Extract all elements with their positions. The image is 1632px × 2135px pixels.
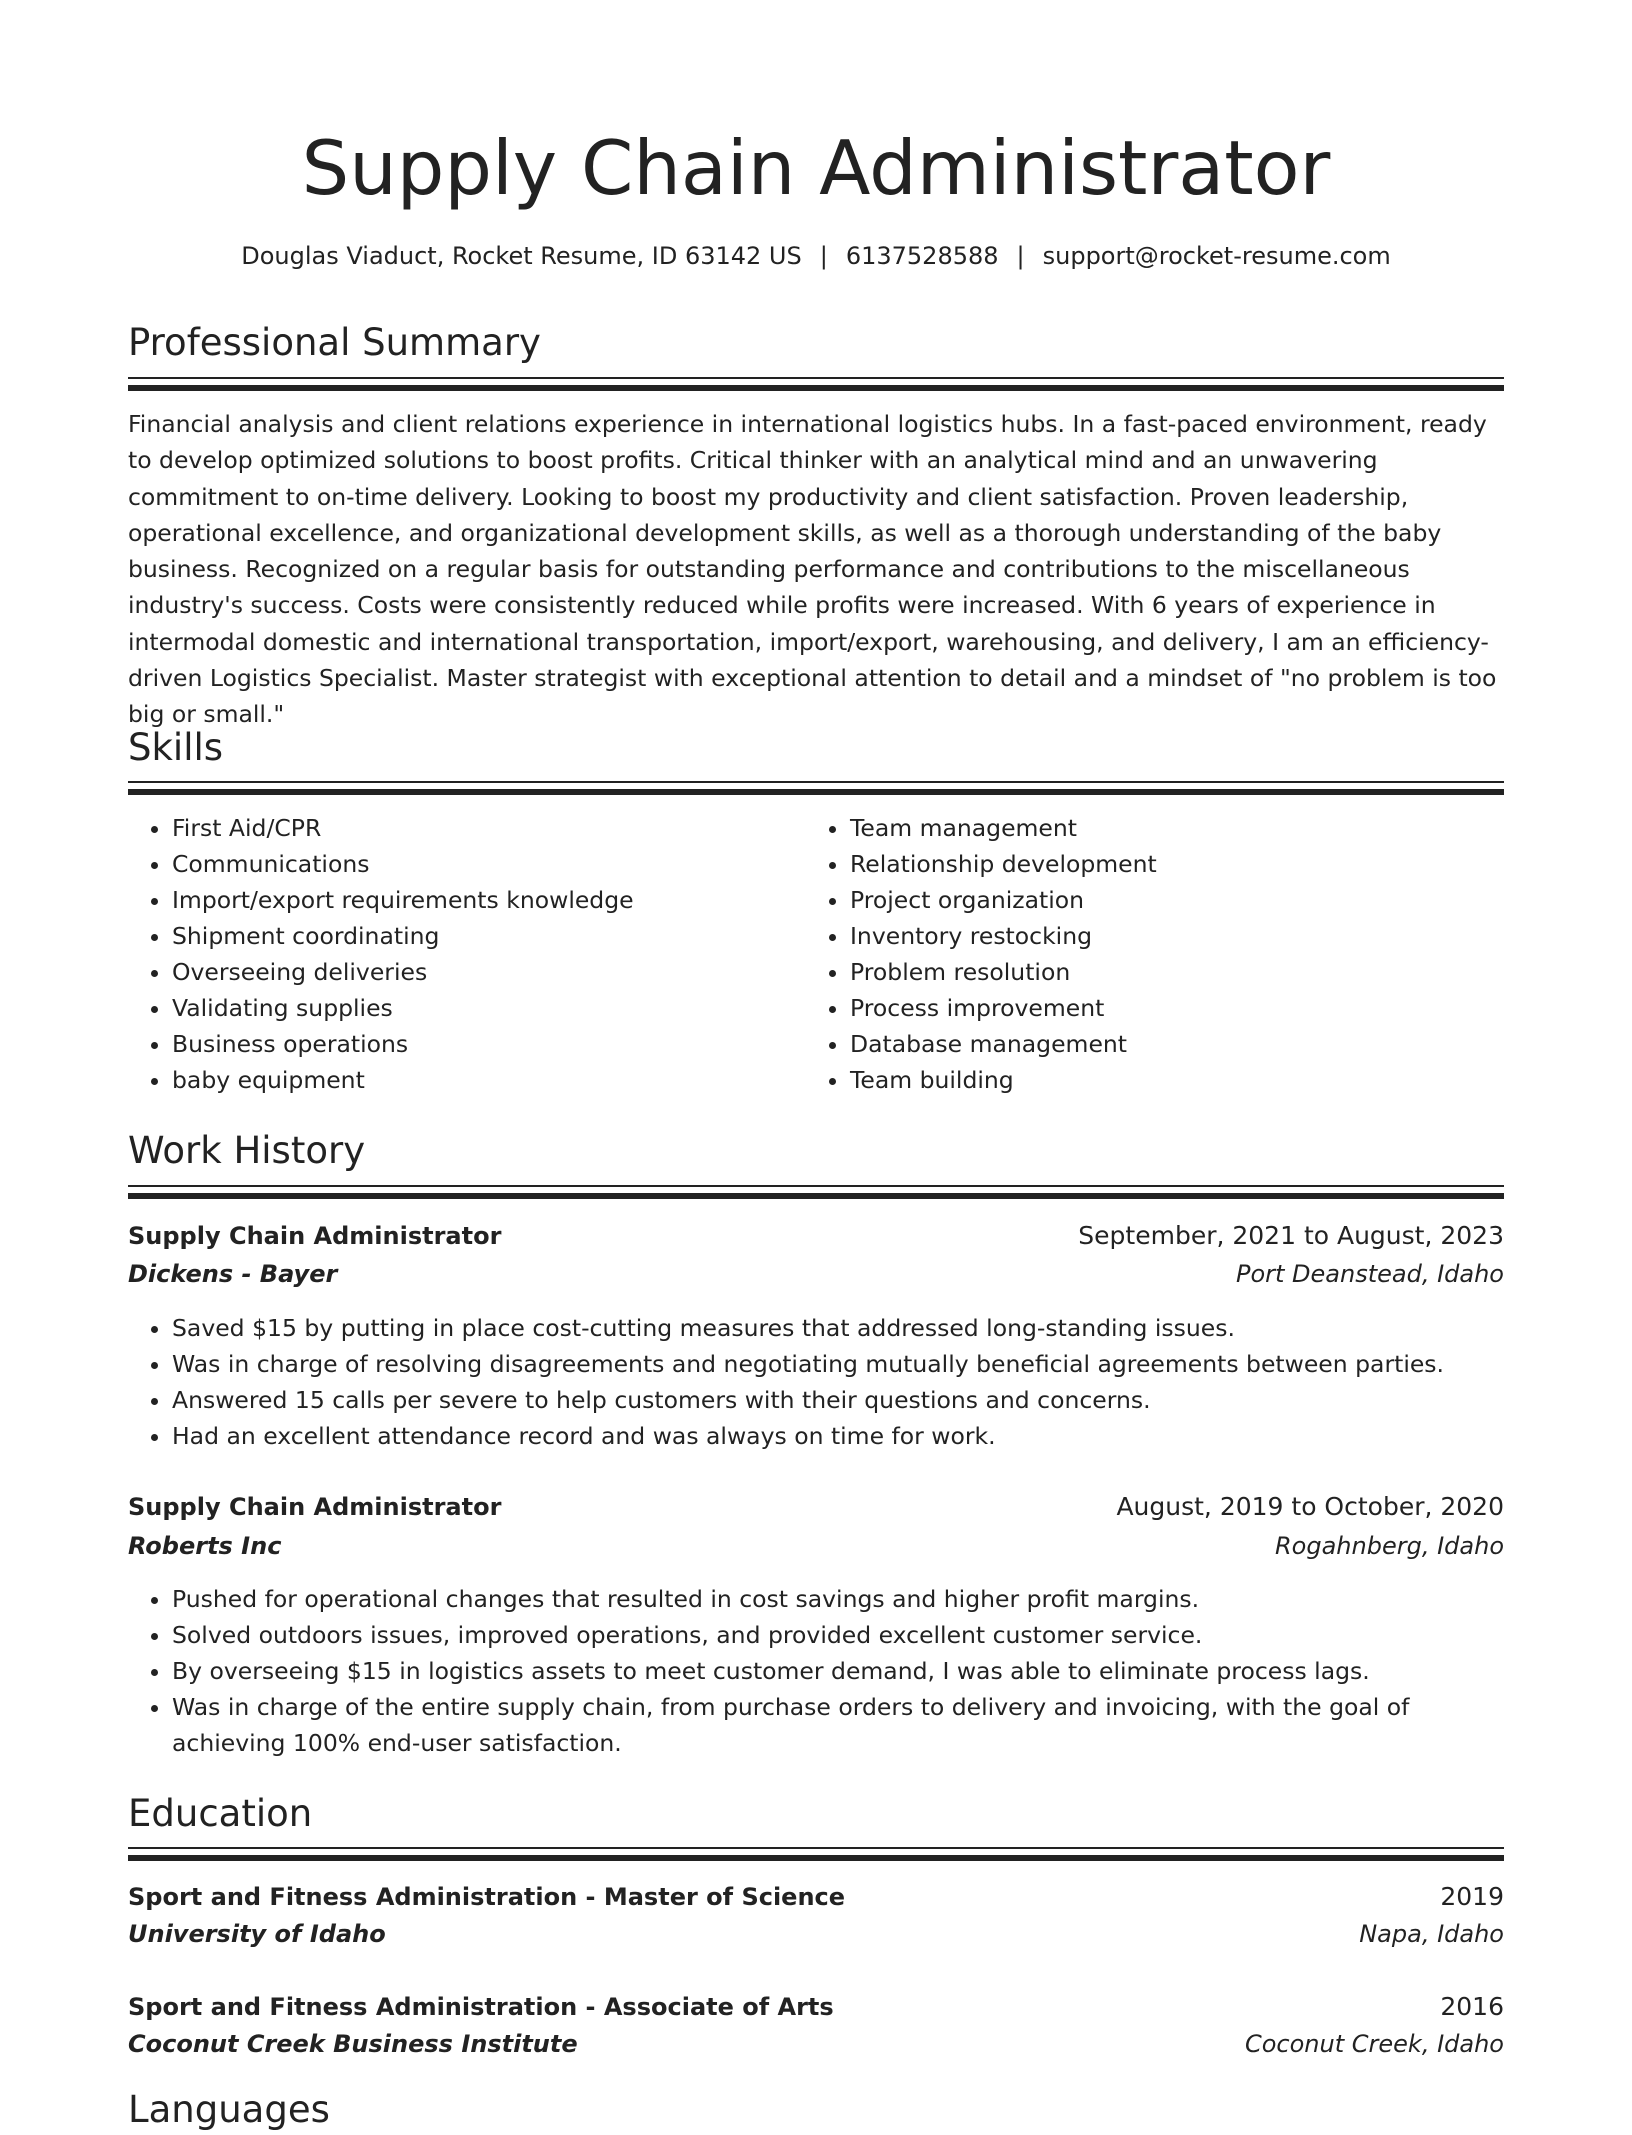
skill-item: • Communications bbox=[172, 846, 788, 882]
contact-line bbox=[128, 238, 1504, 274]
skill-item: • First Aid/CPR bbox=[172, 810, 788, 846]
section-heading-work: Work History bbox=[128, 1129, 366, 1172]
skills-left-column bbox=[128, 810, 788, 1098]
education-location: Napa, Idaho bbox=[1359, 1920, 1504, 1948]
job-title: Supply Chain Administrator bbox=[128, 1222, 502, 1250]
job-header bbox=[128, 1489, 1504, 1525]
section-divider bbox=[128, 377, 1504, 392]
skill-item: • Process improvement bbox=[850, 990, 1504, 1026]
contact-separator: | bbox=[819, 242, 828, 270]
skill-item: • Relationship development bbox=[850, 846, 1504, 882]
contact-phone: 6137528588 bbox=[845, 242, 999, 270]
contact-email: support@rocket-resume.com bbox=[1042, 242, 1391, 270]
section-heading-education: Education bbox=[128, 1792, 313, 1835]
job-bullet: • Was in charge of the entire supply chain, from purchase orders to delivery and invoicing, with the goal of achieving 100% end-user satisfaction. bbox=[172, 1689, 1504, 1761]
job-location: Port Deanstead, Idaho bbox=[1235, 1260, 1504, 1288]
education-degree: Sport and Fitness Administration - Associate of Arts bbox=[128, 1993, 834, 2021]
education-subheader bbox=[128, 2026, 1504, 2062]
job-bullets bbox=[128, 1581, 1504, 1761]
section-divider bbox=[128, 1847, 1504, 1862]
skills-right-column bbox=[806, 810, 1504, 1098]
skill-item: • Team building bbox=[850, 1062, 1504, 1098]
education-school: University of Idaho bbox=[128, 1920, 386, 1948]
section-heading-skills: Skills bbox=[128, 726, 224, 769]
job-location: Rogahnberg, Idaho bbox=[1275, 1532, 1504, 1560]
job-company: Dickens - Bayer bbox=[128, 1260, 338, 1288]
job-bullet: • Had an excellent attendance record and was always on time for work. bbox=[172, 1418, 1504, 1454]
skill-item: • baby equipment bbox=[172, 1062, 788, 1098]
job-subheader bbox=[128, 1256, 1504, 1292]
job-bullet: • Was in charge of resolving disagreements and negotiating mutually beneficial agreements between parties. bbox=[172, 1346, 1504, 1382]
section-divider bbox=[128, 781, 1504, 796]
job-bullet: • Pushed for operational changes that resulted in cost savings and higher profit margins. bbox=[172, 1581, 1504, 1617]
section-heading-summary: Professional Summary bbox=[128, 321, 541, 364]
skill-item: • Overseeing deliveries bbox=[172, 954, 788, 990]
job-bullet: • Saved $15 by putting in place cost-cutting measures that addressed long-standing issues. bbox=[172, 1310, 1504, 1346]
job-dates: August, 2019 to October, 2020 bbox=[1116, 1492, 1504, 1521]
summary-text: Financial analysis and client relations experience in international logistics hubs. In a fast-paced environment, ready to develop optimized solutions to boost profits. Critical thinker with an analytical mind and an unwavering commitment to on-time delivery. Looking to boost my productivity and client satisfaction. Proven leadership, operational excellence, and organizational development skills, as well as a thorough understanding of the baby business. Recognized on a regular basis for outstanding performance and contributions to the miscellaneous industry's success. Costs were consistently reduced while profits were increased. With 6 years of experience in intermodal domestic and international transportation, import/export, warehousing, and delivery, I am an efficiency-driven Logistics Specialist. Master strategist with exceptional attention to detail and a mindset of "no problem is too big or small." bbox=[128, 410, 1497, 729]
section-heading-languages: Languages bbox=[128, 2088, 330, 2131]
education-header bbox=[128, 1879, 1504, 1915]
education-location: Coconut Creek, Idaho bbox=[1244, 2030, 1504, 2058]
education-subheader bbox=[128, 1916, 1504, 1952]
skill-item: • Problem resolution bbox=[850, 954, 1504, 990]
job-bullet: • Solved outdoors issues, improved operations, and provided excellent customer service. bbox=[172, 1617, 1504, 1653]
skill-item: • Validating supplies bbox=[172, 990, 788, 1026]
job-bullet: • Answered 15 calls per severe to help customers with their questions and concerns. bbox=[172, 1382, 1504, 1418]
skill-item: • Team management bbox=[850, 810, 1504, 846]
section-divider bbox=[128, 1185, 1504, 1200]
skill-item: • Database management bbox=[850, 1026, 1504, 1062]
job-bullet: • By overseeing $15 in logistics assets to meet customer demand, I was able to eliminate process lags. bbox=[172, 1653, 1504, 1689]
page-title: Supply Chain Administrator bbox=[301, 124, 1331, 212]
education-degree: Sport and Fitness Administration - Master of Science bbox=[128, 1883, 846, 1911]
job-header bbox=[128, 1218, 1504, 1254]
skill-item: • Shipment coordinating bbox=[172, 918, 788, 954]
skill-item: • Inventory restocking bbox=[850, 918, 1504, 954]
education-school: Coconut Creek Business Institute bbox=[128, 2030, 578, 2058]
skill-item: • Project organization bbox=[850, 882, 1504, 918]
job-company: Roberts Inc bbox=[128, 1532, 282, 1560]
job-subheader bbox=[128, 1528, 1504, 1564]
job-bullets bbox=[128, 1310, 1504, 1454]
education-year: 2019 bbox=[1440, 1882, 1504, 1911]
contact-separator: | bbox=[1016, 242, 1025, 270]
job-title: Supply Chain Administrator bbox=[128, 1493, 502, 1521]
skill-item: • Import/export requirements knowledge bbox=[172, 882, 788, 918]
education-header bbox=[128, 1989, 1504, 2025]
skill-item: • Business operations bbox=[172, 1026, 788, 1062]
job-dates: September, 2021 to August, 2023 bbox=[1078, 1221, 1504, 1250]
education-year: 2016 bbox=[1440, 1992, 1504, 2021]
contact-address: Douglas Viaduct, Rocket Resume, ID 63142 US bbox=[241, 242, 802, 270]
